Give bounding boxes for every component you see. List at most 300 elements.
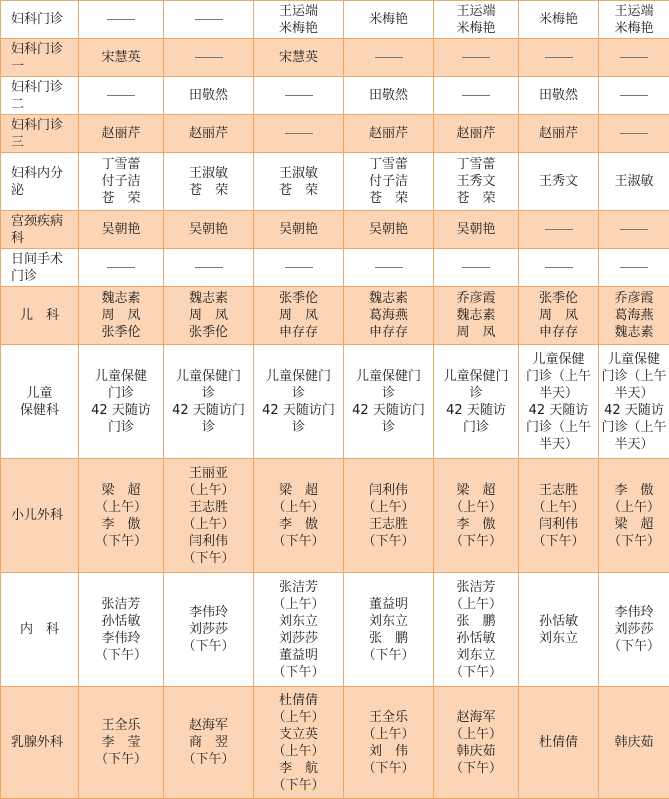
doctor-name-line: （上午）	[436, 596, 516, 613]
dash-line	[285, 95, 313, 96]
doctor-name-line: 诊	[166, 385, 251, 402]
doctor-name-line: 葛海燕	[346, 307, 431, 324]
doctor-name-line: 王秀文	[436, 173, 516, 190]
doctor-name-line: 丁雪蕾	[346, 156, 431, 173]
dash-line	[620, 95, 648, 96]
schedule-row	[1, 39, 669, 77]
doctor-name-line: 吴朝艳	[81, 221, 161, 238]
doctor-name-line: 杜倩倩	[256, 692, 341, 709]
doctor-name-line: 王淑敏	[256, 165, 341, 182]
doctor-name-line: 赵丽芹	[81, 125, 161, 142]
schedule-cell	[254, 153, 344, 211]
department-name-line: 儿童	[3, 385, 76, 402]
doctor-name-line: 董益明	[256, 647, 341, 664]
schedule-cell	[599, 573, 669, 687]
schedule-cell	[164, 345, 254, 459]
doctor-name-line: 刘 伟	[346, 743, 431, 760]
doctor-name-line: （上午）	[166, 516, 251, 533]
doctor-name-line: 闫利伟	[521, 516, 596, 533]
doctor-name-line: 孙恬敏	[521, 613, 596, 630]
doctor-name-line: 半天）	[601, 385, 667, 402]
no-clinic-dash	[601, 49, 667, 66]
schedule-row	[1, 573, 669, 687]
doctor-name-line: （上午）	[436, 726, 516, 743]
schedule-cell	[79, 153, 164, 211]
doctor-name-line: 王全乐	[346, 709, 431, 726]
schedule-cell	[164, 153, 254, 211]
doctor-name-line: 半天）	[601, 436, 667, 453]
schedule-cell	[434, 345, 519, 459]
doctor-name-line: 42 天随访	[601, 402, 667, 419]
dash-line	[462, 95, 490, 96]
schedule-cell	[434, 249, 519, 287]
doctor-name-line: （下午）	[81, 751, 161, 768]
schedule-cell	[434, 573, 519, 687]
department-name-line: 妇科门诊	[11, 41, 76, 58]
department-cell	[1, 77, 79, 115]
doctor-name-line: （下午）	[436, 533, 516, 550]
doctor-name-line: 王运端	[601, 3, 667, 20]
no-clinic-dash	[166, 11, 251, 28]
schedule-cell	[434, 459, 519, 573]
schedule-cell	[434, 1, 519, 39]
dash-line	[375, 267, 403, 268]
doctor-name-line: （上午）	[346, 499, 431, 516]
doctor-name-line: 申存存	[256, 324, 341, 341]
schedule-cell	[519, 287, 599, 345]
schedule-cell	[164, 459, 254, 573]
schedule-cell	[164, 39, 254, 77]
doctor-name-line: 梁 超	[601, 516, 667, 533]
schedule-cell	[344, 153, 434, 211]
schedule-cell	[519, 39, 599, 77]
department-cell	[1, 459, 79, 573]
doctor-name-line: 丁雪蕾	[81, 156, 161, 173]
doctor-name-line: 赵丽芹	[436, 125, 516, 142]
no-clinic-dash	[81, 87, 161, 104]
schedule-cell	[164, 573, 254, 687]
doctor-name-line: 李 傲	[81, 516, 161, 533]
schedule-cell	[599, 687, 669, 799]
doctor-name-line: 刘东立	[436, 647, 516, 664]
doctor-name-line: 刘莎莎	[601, 621, 667, 638]
schedule-cell	[254, 287, 344, 345]
schedule-cell	[79, 211, 164, 249]
schedule-cell	[599, 39, 669, 77]
doctor-name-line: 李伟玲	[81, 630, 161, 647]
schedule-cell	[434, 77, 519, 115]
schedule-cell	[599, 1, 669, 39]
schedule-cell	[79, 287, 164, 345]
schedule-cell	[519, 77, 599, 115]
doctor-name-line: 儿童保健门	[346, 368, 431, 385]
doctor-name-line: 张洁芳	[81, 596, 161, 613]
schedule-cell	[344, 459, 434, 573]
doctor-name-line: 孙恬敏	[81, 613, 161, 630]
department-name-line: 妇科门诊	[11, 117, 76, 134]
doctor-name-line: （下午）	[521, 533, 596, 550]
schedule-cell	[254, 115, 344, 153]
doctor-name-line: （上午）	[256, 709, 341, 726]
schedule-cell	[164, 77, 254, 115]
schedule-row	[1, 153, 669, 211]
doctor-name-line: 吴朝艳	[166, 221, 251, 238]
dash-line	[620, 133, 648, 134]
schedule-cell	[434, 115, 519, 153]
doctor-name-line: 田敬然	[346, 87, 431, 104]
no-clinic-dash	[601, 259, 667, 276]
schedule-cell	[254, 459, 344, 573]
doctor-name-line: 42 天随访	[436, 402, 516, 419]
doctor-name-line: （上午）	[436, 499, 516, 516]
no-clinic-dash	[436, 259, 516, 276]
dash-line	[620, 267, 648, 268]
schedule-cell	[254, 1, 344, 39]
doctor-name-line: 张季伦	[81, 324, 161, 341]
dash-line	[107, 267, 135, 268]
schedule-row	[1, 687, 669, 799]
schedule-cell	[519, 687, 599, 799]
doctor-name-line: 张季伦	[166, 324, 251, 341]
doctor-name-line: 诊	[166, 419, 251, 436]
doctor-name-line: 李 傲	[436, 516, 516, 533]
schedule-row	[1, 211, 669, 249]
doctor-name-line: 王淑敏	[166, 165, 251, 182]
doctor-name-line: 儿童保健	[601, 351, 667, 368]
schedule-row	[1, 459, 669, 573]
doctor-name-line: 李伟玲	[601, 604, 667, 621]
doctor-name-line: 闫利伟	[346, 482, 431, 499]
doctor-name-line: （下午）	[601, 638, 667, 655]
no-clinic-dash	[601, 125, 667, 142]
schedule-cell	[519, 1, 599, 39]
department-name-line: 妇科门诊	[11, 79, 76, 96]
department-cell	[1, 39, 79, 77]
schedule-cell	[164, 287, 254, 345]
department-name-line: 门诊	[11, 268, 76, 285]
no-clinic-dash	[81, 11, 161, 28]
schedule-cell	[344, 687, 434, 799]
doctor-name-line: 赵海军	[166, 717, 251, 734]
doctor-name-line: 宋慧英	[81, 49, 161, 66]
doctor-name-line: （下午）	[166, 550, 251, 567]
schedule-cell	[519, 115, 599, 153]
doctor-name-line: 半天）	[521, 385, 596, 402]
schedule-cell	[164, 211, 254, 249]
doctor-name-line: 苍 荣	[346, 190, 431, 207]
doctor-name-line: 乔彦霞	[601, 290, 667, 307]
department-cell	[1, 573, 79, 687]
no-clinic-dash	[601, 87, 667, 104]
doctor-name-line: （下午）	[346, 760, 431, 777]
doctor-name-line: 梁 超	[256, 482, 341, 499]
doctor-name-line: 周 凤	[81, 307, 161, 324]
doctor-name-line: （下午）	[256, 664, 341, 681]
schedule-cell	[599, 211, 669, 249]
schedule-cell	[519, 459, 599, 573]
dash-line	[285, 133, 313, 134]
schedule-row	[1, 115, 669, 153]
doctor-name-line: 米梅艳	[601, 20, 667, 37]
schedule-cell	[79, 345, 164, 459]
schedule-cell	[344, 39, 434, 77]
schedule-cell	[164, 115, 254, 153]
doctor-name-line: 魏志素	[346, 290, 431, 307]
doctor-name-line: 刘东立	[346, 613, 431, 630]
schedule-row	[1, 287, 669, 345]
schedule-body	[1, 1, 669, 799]
department-cell	[1, 211, 79, 249]
doctor-name-line: 门诊（上午	[601, 419, 667, 436]
doctor-name-line: 门诊（上午	[521, 419, 596, 436]
doctor-name-line: 梁 超	[436, 482, 516, 499]
schedule-cell	[79, 39, 164, 77]
doctor-name-line: 门诊	[436, 419, 516, 436]
dash-line	[195, 57, 223, 58]
doctor-name-line: 42 天随访门	[346, 402, 431, 419]
doctor-name-line: （上午）	[81, 499, 161, 516]
doctor-name-line: 吴朝艳	[256, 221, 341, 238]
doctor-name-line: 王志胜	[346, 516, 431, 533]
dash-line	[545, 57, 573, 58]
doctor-name-line: 诊	[256, 419, 341, 436]
schedule-cell	[434, 211, 519, 249]
dash-line	[462, 267, 490, 268]
schedule-cell	[519, 211, 599, 249]
doctor-name-line: （下午）	[436, 760, 516, 777]
department-name-line: 日间手术	[11, 251, 76, 268]
doctor-name-line: 杜倩倩	[521, 734, 596, 751]
schedule-cell	[519, 153, 599, 211]
doctor-name-line: 李伟玲	[166, 604, 251, 621]
doctor-name-line: 赵丽芹	[166, 125, 251, 142]
doctor-name-line: （下午）	[436, 664, 516, 681]
doctor-name-line: 付子洁	[81, 173, 161, 190]
schedule-cell	[434, 153, 519, 211]
doctor-name-line: 吴朝艳	[346, 221, 431, 238]
doctor-name-line: 王全乐	[81, 717, 161, 734]
dash-line	[107, 95, 135, 96]
department-name-line: 三	[11, 134, 76, 151]
schedule-cell	[79, 687, 164, 799]
doctor-name-line: 张季伦	[521, 290, 596, 307]
doctor-name-line: 张洁芳	[256, 579, 341, 596]
doctor-name-line: （下午）	[166, 638, 251, 655]
doctor-name-line: 赵海军	[436, 709, 516, 726]
doctor-name-line: 丁雪蕾	[436, 156, 516, 173]
schedule-cell	[434, 39, 519, 77]
doctor-name-line: 诊	[346, 419, 431, 436]
doctor-name-line: 儿童保健门	[166, 368, 251, 385]
doctor-name-line: 儿童保健门	[256, 368, 341, 385]
doctor-name-line: （上午）	[346, 726, 431, 743]
dash-line	[195, 19, 223, 20]
doctor-name-line: 乔彦霞	[436, 290, 516, 307]
doctor-name-line: 半天）	[521, 436, 596, 453]
dash-line	[545, 267, 573, 268]
no-clinic-dash	[346, 49, 431, 66]
doctor-name-line: 刘东立	[521, 630, 596, 647]
department-cell	[1, 153, 79, 211]
doctor-name-line: （下午）	[601, 533, 667, 550]
doctor-name-line: 李 莹	[81, 734, 161, 751]
department-name-line: 二	[11, 96, 76, 113]
schedule-row	[1, 345, 669, 459]
schedule-cell	[434, 287, 519, 345]
doctor-name-line: 米梅艳	[346, 11, 431, 28]
schedule-cell	[254, 249, 344, 287]
schedule-cell	[434, 687, 519, 799]
doctor-name-line: 李 傲	[601, 482, 667, 499]
doctor-name-line: 魏志素	[81, 290, 161, 307]
schedule-cell	[79, 115, 164, 153]
dash-line	[107, 19, 135, 20]
doctor-name-line: 米梅艳	[256, 20, 341, 37]
department-cell	[1, 287, 79, 345]
schedule-row	[1, 249, 669, 287]
doctor-name-line: 商 翌	[166, 734, 251, 751]
dash-line	[545, 229, 573, 230]
doctor-name-line: 王志胜	[521, 482, 596, 499]
department-name-line: 保健科	[3, 402, 76, 419]
no-clinic-dash	[256, 259, 341, 276]
schedule-cell	[344, 77, 434, 115]
doctor-name-line: 门诊（上午	[601, 368, 667, 385]
schedule-cell	[344, 287, 434, 345]
doctor-name-line: 申存存	[521, 324, 596, 341]
department-name-line: 小儿外科	[11, 507, 76, 524]
department-name-line: 一	[11, 58, 76, 75]
doctor-name-line: 王丽亚	[166, 465, 251, 482]
schedule-cell	[599, 115, 669, 153]
schedule-cell	[519, 573, 599, 687]
schedule-cell	[599, 345, 669, 459]
schedule-cell	[344, 345, 434, 459]
doctor-name-line: 苍 荣	[436, 190, 516, 207]
doctor-name-line: 葛海燕	[601, 307, 667, 324]
department-name-line: 妇科门诊	[11, 11, 76, 28]
schedule-cell	[164, 1, 254, 39]
schedule-cell	[79, 573, 164, 687]
no-clinic-dash	[256, 87, 341, 104]
no-clinic-dash	[256, 125, 341, 142]
department-cell	[1, 249, 79, 287]
doctor-name-line: 魏志素	[436, 307, 516, 324]
doctor-name-line: （上午）	[256, 596, 341, 613]
schedule-cell	[164, 249, 254, 287]
doctor-name-line: 门诊	[81, 419, 161, 436]
doctor-name-line: 门诊（上午	[521, 368, 596, 385]
doctor-name-line: 42 天随访	[81, 402, 161, 419]
doctor-name-line: 张 鹏	[436, 613, 516, 630]
doctor-name-line: 闫利伟	[166, 533, 251, 550]
schedule-cell	[519, 345, 599, 459]
department-name-line: 泌	[11, 182, 76, 199]
doctor-name-line: （下午）	[256, 777, 341, 794]
schedule-cell	[164, 687, 254, 799]
doctor-name-line: 王志胜	[166, 499, 251, 516]
schedule-cell	[254, 211, 344, 249]
doctor-name-line: 周 凤	[256, 307, 341, 324]
schedule-cell	[344, 573, 434, 687]
doctor-name-line: 魏志素	[166, 290, 251, 307]
doctor-name-line: 梁 超	[81, 482, 161, 499]
schedule-cell	[254, 573, 344, 687]
doctor-name-line: 儿童保健	[521, 351, 596, 368]
doctor-name-line: 申存存	[346, 324, 431, 341]
doctor-name-line: （下午）	[346, 647, 431, 664]
department-name-line: 乳腺外科	[11, 734, 76, 751]
doctor-name-line: （上午）	[166, 482, 251, 499]
doctor-name-line: 吴朝艳	[436, 221, 516, 238]
doctor-name-line: 张洁芳	[436, 579, 516, 596]
doctor-name-line: 门诊	[81, 385, 161, 402]
doctor-name-line: 苍 荣	[166, 182, 251, 199]
department-cell	[1, 115, 79, 153]
doctor-name-line: 苍 荣	[81, 190, 161, 207]
no-clinic-dash	[166, 259, 251, 276]
doctor-name-line: 赵丽芹	[346, 125, 431, 142]
doctor-name-line: 刘东立	[256, 613, 341, 630]
schedule-cell	[79, 1, 164, 39]
doctor-name-line: 周 凤	[521, 307, 596, 324]
schedule-cell	[344, 211, 434, 249]
doctor-name-line: 张季伦	[256, 290, 341, 307]
doctor-name-line: 王运端	[256, 3, 341, 20]
schedule-cell	[79, 77, 164, 115]
doctor-name-line: 儿童保健门	[436, 368, 516, 385]
doctor-name-line: （上午）	[256, 743, 341, 760]
doctor-name-line: 韩庆茹	[436, 743, 516, 760]
schedule-cell	[79, 249, 164, 287]
dash-line	[285, 267, 313, 268]
doctor-name-line: 米梅艳	[436, 20, 516, 37]
doctor-name-line: 周 凤	[436, 324, 516, 341]
doctor-name-line: 42 天随访	[521, 402, 596, 419]
doctor-name-line: 诊	[256, 385, 341, 402]
schedule-cell	[344, 249, 434, 287]
doctor-name-line: （下午）	[256, 533, 341, 550]
schedule-cell	[344, 115, 434, 153]
schedule-row	[1, 1, 669, 39]
doctor-name-line: 李 傲	[256, 516, 341, 533]
department-cell	[1, 687, 79, 799]
doctor-name-line: 刘莎莎	[166, 621, 251, 638]
schedule-cell	[519, 249, 599, 287]
no-clinic-dash	[521, 49, 596, 66]
schedule-cell	[344, 1, 434, 39]
doctor-name-line: 宋慧英	[256, 49, 341, 66]
no-clinic-dash	[166, 49, 251, 66]
schedule-cell	[254, 77, 344, 115]
department-cell	[1, 1, 79, 39]
doctor-name-line: 李 航	[256, 760, 341, 777]
dash-line	[462, 57, 490, 58]
schedule-cell	[254, 345, 344, 459]
doctor-name-line: 田敬然	[166, 87, 251, 104]
no-clinic-dash	[436, 49, 516, 66]
doctor-name-line: 刘莎莎	[256, 630, 341, 647]
no-clinic-dash	[521, 259, 596, 276]
doctor-name-line: （上午）	[521, 499, 596, 516]
doctor-name-line: 苍 荣	[256, 182, 341, 199]
schedule-cell	[599, 459, 669, 573]
no-clinic-dash	[601, 221, 667, 238]
doctor-name-line: 韩庆茹	[601, 734, 667, 751]
no-clinic-dash	[81, 259, 161, 276]
no-clinic-dash	[436, 87, 516, 104]
doctor-name-line: （上午）	[601, 499, 667, 516]
